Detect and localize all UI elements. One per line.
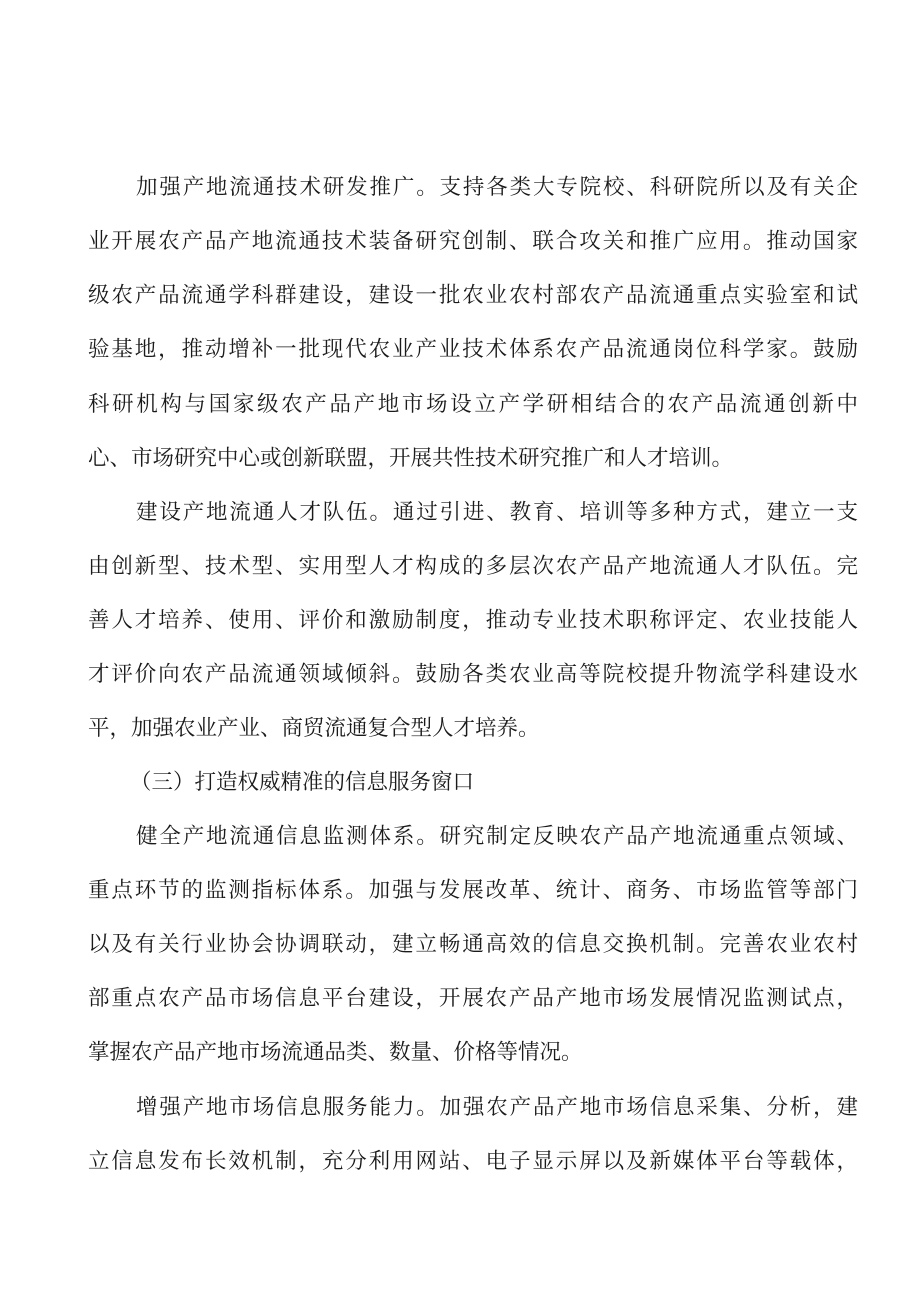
paragraph-line: 重点环节的监测指标体系。加强与发展改革、统计、商务、市场监管等部门	[88, 878, 858, 903]
paragraph-line: 建设产地流通人才队伍。通过引进、教育、培训等多种方式，建立一支	[136, 500, 858, 525]
paragraph-line: 立信息发布长效机制，充分利用网站、电子显示屏以及新媒体平台等载体，	[88, 1149, 858, 1174]
paragraph-line: 业开展农产品产地流通技术装备研究创制、联合攻关和推广应用。推动国家	[88, 229, 858, 254]
paragraph-line: 验基地，推动增补一批现代农业产业技术体系农产品流通岗位科学家。鼓励	[88, 337, 858, 362]
paragraph-line: 增强产地市场信息服务能力。加强农产品产地市场信息采集、分析，建	[136, 1095, 858, 1120]
paragraph-line: 平，加强农业产业、商贸流通复合型人才培养。	[88, 716, 540, 741]
paragraph-line: 才评价向农产品流通领域倾斜。鼓励各类农业高等院校提升物流学科建设水	[88, 662, 858, 687]
paragraph-line: 级农产品流通学科群建设，建设一批农业农村部农产品流通重点实验室和试	[88, 283, 858, 308]
paragraph-line: 部重点农产品市场信息平台建设，开展农产品产地市场发展情况监测试点，	[88, 986, 858, 1011]
paragraph-line: 由创新型、技术型、实用型人才构成的多层次农产品产地流通人才队伍。完	[88, 554, 858, 579]
paragraph-line: 善人才培养、使用、评价和激励制度，推动专业技术职称评定、农业技能人	[88, 608, 858, 633]
section-heading: （三）打造权威精准的信息服务窗口	[130, 770, 475, 795]
paragraph-line: 科研机构与国家级农产品产地市场设立产学研相结合的农产品流通创新中	[88, 392, 858, 417]
paragraph-line: 加强产地流通技术研发推广。支持各类大专院校、科研院所以及有关企	[136, 175, 858, 200]
paragraph-line: 掌握农产品产地市场流通品类、数量、价格等情况。	[88, 1040, 583, 1065]
paragraph-line: 以及有关行业协会协调联动，建立畅通高效的信息交换机制。完善农业农村	[88, 932, 858, 957]
paragraph-line: 健全产地流通信息监测体系。研究制定反映农产品产地流通重点领域、	[136, 824, 858, 849]
paragraph-line: 心、市场研究中心或创新联盟，开展共性技术研究推广和人才培训。	[88, 446, 734, 471]
